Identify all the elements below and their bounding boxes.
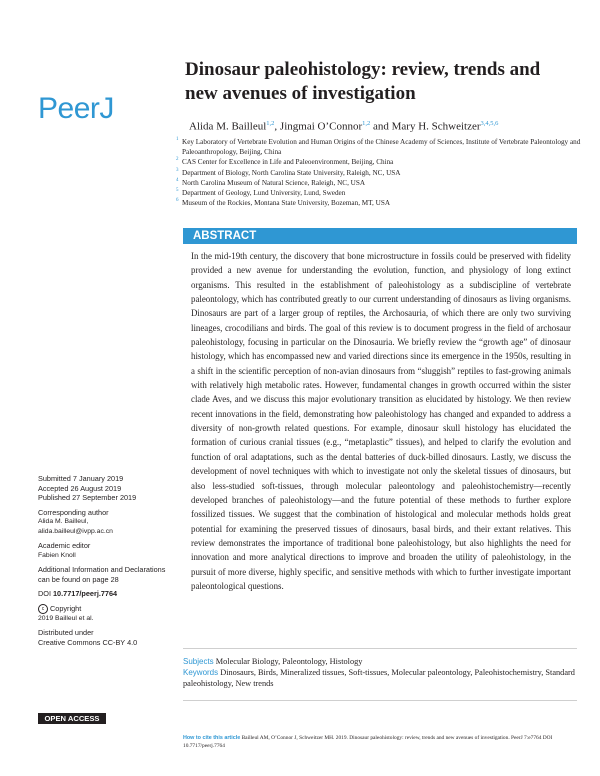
doi-label: DOI	[38, 589, 53, 598]
divider	[183, 648, 577, 649]
affiliation-item	[176, 137, 586, 157]
citation-label: How to cite this article	[183, 735, 241, 741]
article-info-sidebar	[38, 474, 178, 647]
subjects-text[interactable]: Molecular Biology, Paleontology, Histology	[215, 657, 363, 666]
accepted-date: Accepted 26 August 2019	[38, 483, 122, 493]
affiliation-item	[176, 157, 586, 167]
keywords-label: Keywords	[183, 668, 219, 677]
citation-text: Bailleul AM, O’Connor J, Schweitzer MH. 2019. Dinosaur paleohistology: review, trends and new avenues of investigation. PeerJ 7:e7764 DOI 10.7717/peerj.7764	[183, 735, 553, 749]
author-separator: ,	[274, 120, 280, 133]
author-affil-sup[interactable]: 3,4,5,6	[480, 120, 499, 127]
affiliation-number: 4	[176, 177, 179, 183]
affiliation-text: CAS Center for Excellence in Life and Paleoenvironment, Beijing, China	[182, 158, 394, 167]
open-access-label: OPEN ACCESS	[44, 714, 100, 723]
submitted-date: Submitted 7 January 2019	[38, 474, 124, 483]
copyright-line	[38, 604, 178, 614]
author-name[interactable]: Jingmai O’Connor	[279, 120, 363, 133]
published-date: Published 27 September 2019	[38, 493, 137, 502]
affiliation-number: 1	[176, 137, 179, 142]
keywords-line	[183, 667, 578, 689]
affiliation-text: North Carolina Museum of Natural Science, Raleigh, NC, USA	[182, 178, 366, 187]
subjects-line	[183, 656, 583, 667]
additional-info-note[interactable]: Additional Information and Declarations can be found on page 28	[38, 565, 166, 584]
author-separator: and	[370, 120, 392, 133]
affiliation-item	[176, 168, 586, 178]
doi-link[interactable]: 10.7717/peerj.7764	[53, 589, 118, 598]
abstract-heading: ABSTRACT	[193, 230, 257, 242]
copyright-holder: 2019 Bailleul et al.	[38, 614, 94, 622]
copyright-label: Copyright	[50, 603, 82, 613]
divider	[183, 700, 577, 701]
open-access-badge	[38, 713, 106, 724]
author-name[interactable]: Mary H. Schweitzer	[391, 120, 481, 133]
corresponding-author-name: Alida M. Bailleul,	[38, 518, 89, 525]
license-link[interactable]: Creative Commons CC-BY 4.0	[38, 637, 138, 647]
corresponding-author-email[interactable]: alida.bailleul@ivpp.ac.cn	[38, 527, 113, 535]
author-affil-sup[interactable]: 1,2	[362, 120, 371, 127]
keywords-text: Dinosaurs, Birds, Mineralized tissues, Soft-tissues, Molecular paleontology, Paleohistochemistry, Standard paleohistology, New trends	[183, 668, 575, 688]
subjects-label: Subjects	[183, 657, 214, 666]
affiliation-number: 3	[176, 167, 179, 173]
academic-editor-label: Academic editor	[38, 541, 91, 550]
citation-block	[183, 734, 583, 750]
affiliation-text: Department of Biology, North Carolina State University, Raleigh, NC, USA	[182, 168, 401, 177]
affiliation-item	[176, 188, 586, 198]
affiliation-number: 5	[176, 188, 179, 194]
affiliation-text: Museum of the Rockies, Montana State University, Bozeman, MT, USA	[182, 199, 391, 208]
peerj-logo: PeerJ	[38, 92, 114, 125]
distributed-under: Distributed under	[38, 628, 94, 638]
affiliation-number: 6	[176, 198, 179, 204]
affiliation-text: Department of Geology, Lund University, Lund, Sweden	[182, 189, 346, 198]
affiliation-item	[176, 198, 586, 208]
corresponding-author-label: Corresponding author	[38, 507, 109, 517]
doi-line	[38, 589, 178, 599]
abstract-body: In the mid-19th century, the discovery that bone microstructure in fossils could be preserved with fidelity provided a new avenue for understanding the evolution, function, and physiology of long extinct organisms. This resulted in the establishment of paleohistology as a subdiscipline of vertebrate paleontology, which has contributed greatly to our current understanding of dinosaurs as living organisms. Dinosaurs are part of a larger group of reptiles, the Archosauria, of which there are only two surviving lineages, crocodilians and birds. The goal of this review is to document progress in the field of archosaur paleohistology, focusing in particular on the Dinosauria. We briefly review the “growth age” of dinosaur histology, which has encompassed new and varied directions since its emergence in the 1950s, resulting in a shift in the scientific perception of non-avian dinosaurs from “sluggish” reptiles to fast-growing animals with relatively high metabolic rates. However, fundamental changes in growth occurred within the sister clade Aves, and we discuss this major evolutionary transition as elucidated by histology. We then review recent innovations in the field, demonstrating how paleohistology has changed and expanded to address a diversity of non-growth related questions. For example, dinosaur skull histology has elucidated the formation of curious cranial tissues (e.g., “metaplastic” tissues), and helped to clarify the evolution and function of oral adaptations, such as the dental batteries of duck-billed dinosaurs. Lastly, we discuss the development of novel techniques with which to investigate not only the skeletal tissues of dinosaurs, but also less-studied soft-tissues, through molecular paleontology and paleohistochemistry—recently developed branches of paleohistology—and the future potential of these methods to further explore fossilized tissues. We suggest that the combination of histological and molecular methods holds great potential for examining the preserved tissues of dinosaurs, basal birds, and their extant relatives. This review demonstrates the importance of traditional bone paleohistology, but also highlights the need for innovation and more analytical directions to improve and broaden the utility of paleohistology, in the pursuit of more diverse, highly specific, and sensitive methods with which to further investigate important paleontological questions.	[191, 251, 571, 591]
abstract-heading-bar	[183, 228, 577, 244]
copyright-icon: c	[38, 604, 48, 614]
affiliations-list	[176, 137, 586, 208]
affiliation-text: Key Laboratory of Vertebrate Evolution and Human Origins of the Chinese Academy of Sciences, Institute of Vertebrate Paleontology and Paleoanthropology, Beijing, China	[182, 138, 581, 157]
author-name[interactable]: Alida M. Bailleul	[189, 120, 267, 133]
academic-editor-name[interactable]: Fabien Knoll	[38, 551, 76, 559]
author-list	[189, 117, 589, 134]
article-title: Dinosaur paleohistology: review, trends and new avenues of investigation	[185, 59, 541, 104]
affiliation-item	[176, 178, 586, 188]
affiliation-number: 2	[176, 157, 179, 163]
author-affil-sup[interactable]: 1,2	[266, 120, 275, 127]
